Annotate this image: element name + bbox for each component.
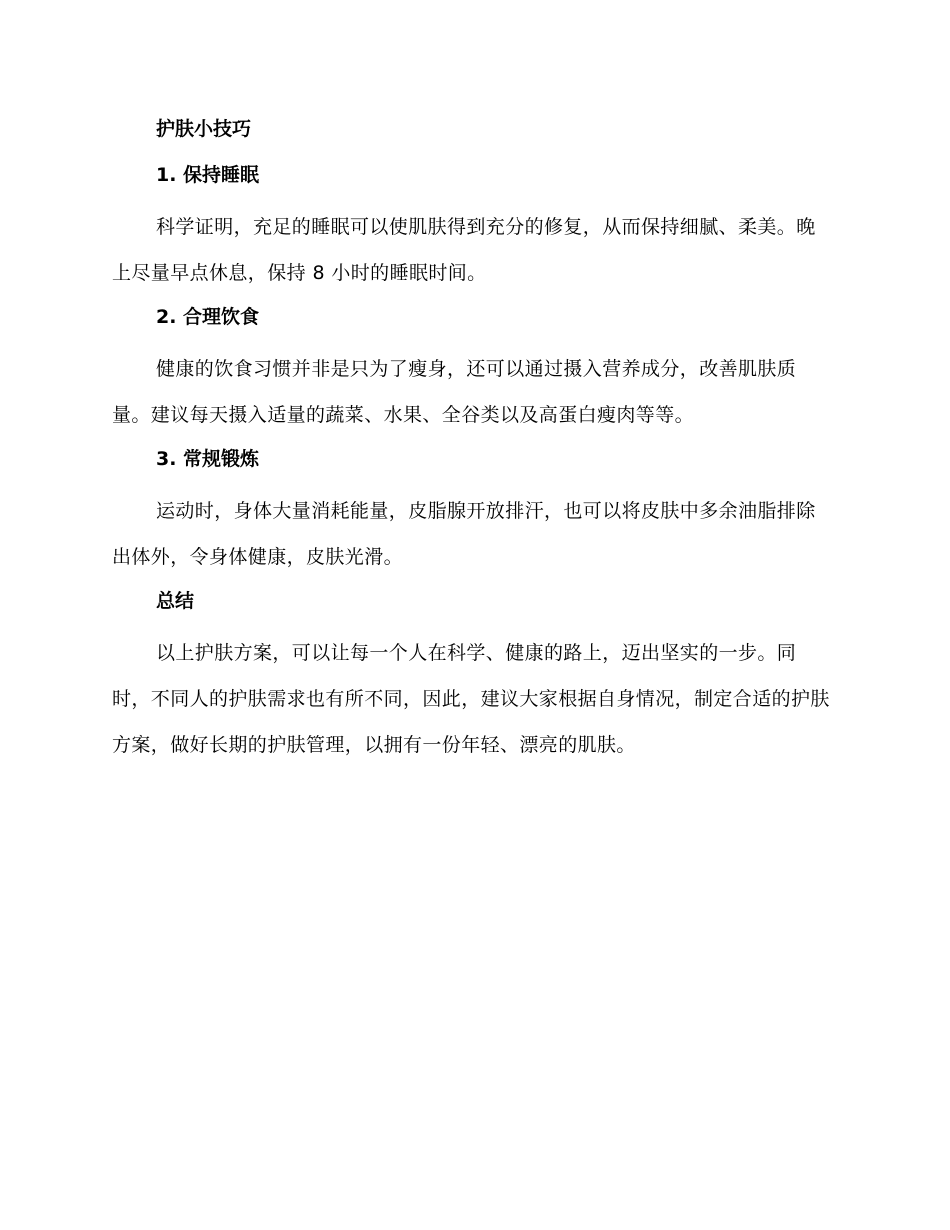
paragraph-diet: 健康的饮食习惯并非是只为了瘦身，还可以通过摄入营养成分，改善肌肤质量。建议每天摄入适量的蔬菜、水果、全谷类以及高蛋白瘦肉等等。 bbox=[112, 358, 797, 426]
paragraph-summary: 以上护肤方案，可以让每一个人在科学、健康的路上，迈出坚实的一步。同时，不同人的护肤需求也有所不同，因此，建议大家根据自身情况，制定合适的护肤方案，做好长期的护肤管理，以拥有一份年轻、漂亮的肌肤。 bbox=[112, 642, 830, 756]
section-heading-diet: 2. 合理饮食 bbox=[156, 306, 260, 328]
section-heading-sleep: 1. 保持睡眠 bbox=[156, 164, 260, 186]
title-heading: 护肤小技巧 bbox=[156, 118, 252, 140]
document-body bbox=[112, 112, 832, 768]
section-heading-exercise: 3. 常规锻炼 bbox=[156, 448, 260, 470]
section-heading-summary: 总结 bbox=[156, 590, 195, 612]
paragraph-sleep: 科学证明，充足的睡眠可以使肌肤得到充分的修复，从而保持细腻、柔美。晚上尽量早点休息，保持 8 小时的睡眠时间。 bbox=[112, 216, 816, 284]
paragraph-exercise: 运动时，身体大量消耗能量，皮脂腺开放排汗，也可以将皮肤中多余油脂排除出体外，令身体健康，皮肤光滑。 bbox=[112, 500, 816, 568]
